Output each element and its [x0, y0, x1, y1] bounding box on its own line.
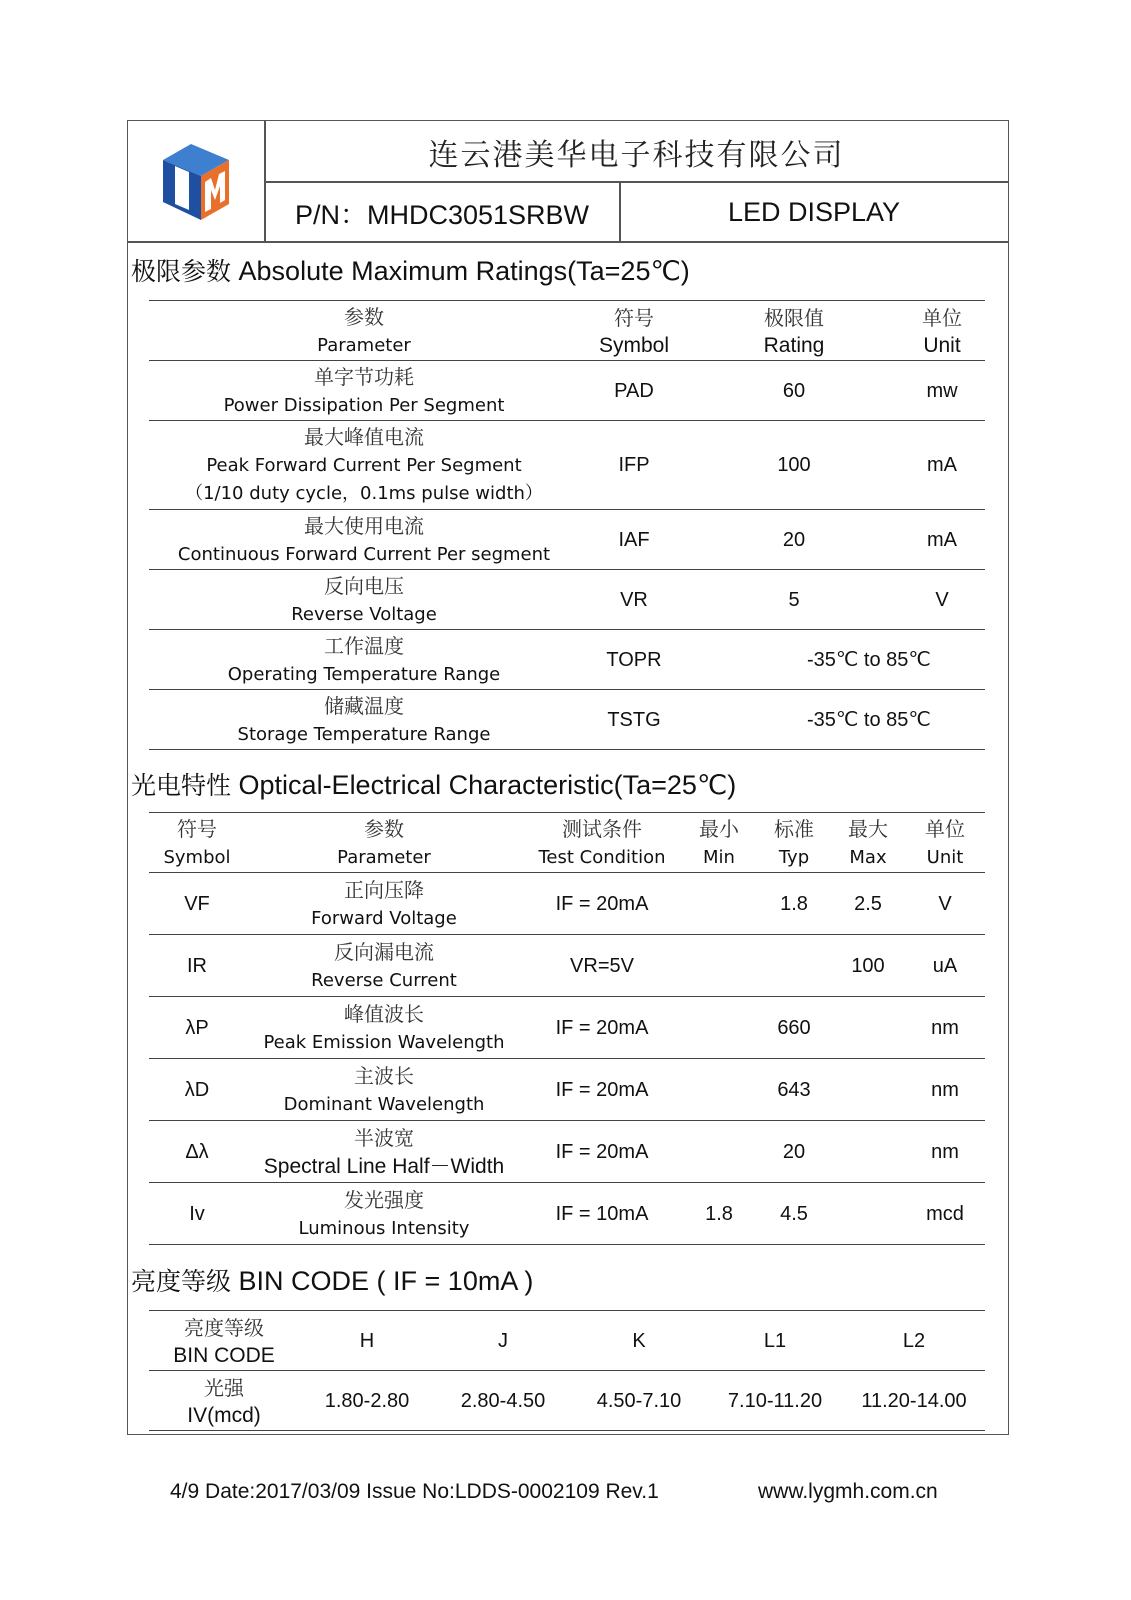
table-row [149, 570, 985, 630]
footer-issue-info: 4/9 Date:2017/03/09 Issue No:LDDS-0002109 Rev.1 [170, 1480, 659, 1503]
parameter-cell [245, 997, 523, 1059]
cell-text: Peak Emission Wavelength [263, 1031, 505, 1053]
typ-cell: 643 [757, 1059, 831, 1121]
symbol-cell: IFP [579, 421, 689, 510]
table-header-row [149, 813, 985, 873]
symbol-cell: λP [149, 997, 245, 1059]
symbol-cell: VR [579, 570, 689, 630]
rating-cell: 5 [689, 570, 899, 630]
symbol-cell: VF [149, 873, 245, 935]
condition-cell: IF = 20mA [523, 1121, 681, 1183]
part-number: P/N：MHDC3051SRBW [294, 199, 590, 230]
column-header [149, 813, 245, 873]
cell-text: 反向电压 [324, 573, 404, 598]
table-row [149, 997, 985, 1059]
parameter-cell [149, 690, 579, 750]
bin-range-cell: 7.10-11.20 [707, 1371, 843, 1431]
table-row [149, 1311, 985, 1371]
cell-text: 工作温度 [324, 633, 404, 658]
company-name: 连云港美华电子科技有限公司 [428, 138, 845, 173]
min-cell: 1.8 [681, 1183, 757, 1245]
cell-text: 正向压降 [344, 877, 424, 902]
unit-cell: V [899, 570, 985, 630]
parameter-cell [245, 1059, 523, 1121]
cell-text: Dominant Wavelength [283, 1093, 485, 1115]
bin-code-cell: H [299, 1311, 435, 1371]
cell-text: Luminous Intensity [298, 1217, 470, 1239]
cell-text: 亮度等级 [184, 1315, 264, 1340]
min-cell [681, 1121, 757, 1183]
bin-code-cell: K [571, 1311, 707, 1371]
parameter-cell [245, 935, 523, 997]
unit-cell: mw [899, 361, 985, 421]
cell-text: 测试条件 [562, 816, 642, 841]
unit-cell: mA [899, 421, 985, 510]
cell-text: Rating [763, 333, 825, 357]
bin-code-cell: J [435, 1311, 571, 1371]
column-header [579, 301, 689, 361]
rating-cell: 60 [689, 361, 899, 421]
bin-range-cell: 1.80-2.80 [299, 1371, 435, 1431]
cell-text: 反向漏电流 [334, 939, 434, 964]
cell-text: 参数 [344, 304, 384, 329]
bin-range-cell: 11.20-14.00 [843, 1371, 985, 1431]
parameter-cell [149, 510, 579, 570]
bin-range-cell: 2.80-4.50 [435, 1371, 571, 1431]
cell-text: 半波宽 [354, 1125, 414, 1150]
table-row [149, 1121, 985, 1183]
optical-title-cn: 光电特性 [131, 771, 232, 800]
column-header [905, 813, 985, 873]
product-type: LED DISPLAY [727, 196, 901, 227]
cell-text: Power Dissipation Per Segment [223, 394, 505, 416]
condition-cell: IF = 20mA [523, 997, 681, 1059]
row-header [149, 1371, 299, 1431]
min-cell [681, 873, 757, 935]
table-row [149, 873, 985, 935]
footer-website: www.lygmh.com.cn [758, 1480, 938, 1503]
column-header [245, 813, 523, 873]
condition-cell: IF = 20mA [523, 1059, 681, 1121]
cell-text: Symbol [598, 333, 670, 357]
cell-text: （1/10 duty cycle，0.1ms pulse width） [185, 483, 543, 504]
cell-text: 最大使用电流 [304, 513, 424, 538]
header-divider [127, 241, 1009, 243]
cell-text: BIN CODE [173, 1343, 275, 1367]
table-header-row [149, 301, 985, 361]
parameter-cell [245, 873, 523, 935]
bin-range-cell: 4.50-7.10 [571, 1371, 707, 1431]
cell-text: 单字节功耗 [314, 364, 414, 389]
unit-cell: nm [905, 997, 985, 1059]
max-cell: 2.5 [831, 873, 905, 935]
typ-cell [757, 935, 831, 997]
table-row [149, 510, 985, 570]
cell-text: Reverse Current [311, 969, 457, 991]
company-logo-icon [155, 138, 235, 223]
cell-text: 储藏温度 [324, 693, 404, 718]
cell-text: 符号 [614, 305, 654, 330]
cell-text: 最大 [848, 816, 888, 841]
cell-text: 峰值波长 [344, 1001, 424, 1026]
cell-text: 标准 [774, 816, 814, 841]
optical-title [131, 766, 736, 802]
max-cell [831, 1059, 905, 1121]
parameter-cell [149, 421, 579, 510]
max-cell [831, 1121, 905, 1183]
condition-cell: IF = 10mA [523, 1183, 681, 1245]
cell-text: Spectral Line Half－Width [263, 1154, 505, 1178]
min-cell [681, 1059, 757, 1121]
unit-cell: nm [905, 1121, 985, 1183]
unit-cell: mA [899, 510, 985, 570]
bin-code-cell: L2 [843, 1311, 985, 1371]
header-divider [264, 181, 1009, 183]
max-cell: 100 [831, 935, 905, 997]
row-header [149, 1311, 299, 1371]
cell-text: 参数 [364, 816, 404, 841]
table-row [149, 935, 985, 997]
column-header [149, 301, 579, 361]
cell-text: Operating Temperature Range [227, 663, 501, 685]
symbol-cell: IAF [579, 510, 689, 570]
cell-text: 最大峰值电流 [304, 425, 424, 449]
typ-cell: 1.8 [757, 873, 831, 935]
parameter-cell [149, 630, 579, 690]
condition-cell: VR=5V [523, 935, 681, 997]
parameter-cell [149, 570, 579, 630]
cell-text: 最小 [699, 816, 739, 841]
unit-cell: mcd [905, 1183, 985, 1245]
symbol-cell: PAD [579, 361, 689, 421]
cell-text: Symbol [163, 846, 231, 868]
column-header [831, 813, 905, 873]
parameter-cell [245, 1121, 523, 1183]
cell-text: Unit [923, 333, 961, 357]
bin-code-cell: L1 [707, 1311, 843, 1371]
ratings-title-cn: 极限参数 [131, 257, 232, 286]
optical-table [149, 812, 985, 1245]
cell-text: 发光强度 [344, 1187, 424, 1212]
optical-title-en: Optical-Electrical Characteristic(Ta=25℃) [238, 770, 737, 800]
column-header [757, 813, 831, 873]
ratings-table [149, 300, 985, 750]
symbol-cell: TSTG [579, 690, 689, 750]
rating-cell: 100 [689, 421, 899, 510]
rating-cell: 20 [689, 510, 899, 570]
unit-cell: V [905, 873, 985, 935]
min-cell [681, 935, 757, 997]
cell-text: 光强 [204, 1375, 244, 1400]
unit-cell: uA [905, 935, 985, 997]
typ-cell: 20 [757, 1121, 831, 1183]
cell-text: Min [703, 846, 735, 868]
ratings-title-en: Absolute Maximum Ratings(Ta=25℃) [238, 256, 690, 286]
column-header [899, 301, 985, 361]
cell-text: Test Condition [538, 846, 666, 868]
cell-text: 单位 [925, 816, 965, 841]
table-row [149, 690, 985, 750]
cell-text: 单位 [922, 305, 962, 330]
cell-text: Storage Temperature Range [237, 723, 491, 745]
cell-text: Parameter [317, 334, 411, 356]
cell-text: Typ [778, 846, 810, 868]
table-row [149, 421, 985, 510]
cell-text: 符号 [177, 816, 217, 841]
symbol-cell: Iv [149, 1183, 245, 1245]
cell-text: 极限值 [764, 305, 824, 330]
table-row [149, 630, 985, 690]
bin-title-cn: 亮度等级 [131, 1267, 232, 1296]
typ-cell: 4.5 [757, 1183, 831, 1245]
symbol-cell: TOPR [579, 630, 689, 690]
rating-cell: -35℃ to 85℃ [689, 690, 985, 750]
rating-cell: -35℃ to 85℃ [689, 630, 985, 690]
logo-notch [175, 166, 189, 210]
table-row [149, 1059, 985, 1121]
max-cell [831, 1183, 905, 1245]
symbol-cell: Δλ [149, 1121, 245, 1183]
condition-cell: IF = 20mA [523, 873, 681, 935]
cell-text: Max [849, 846, 887, 868]
cell-text: Unit [926, 846, 964, 868]
cell-text: Peak Forward Current Per Segment [206, 455, 522, 476]
symbol-cell: λD [149, 1059, 245, 1121]
unit-cell: nm [905, 1059, 985, 1121]
cell-text: 主波长 [354, 1063, 414, 1088]
table-row [149, 1371, 985, 1431]
table-row [149, 361, 985, 421]
max-cell [831, 997, 905, 1059]
column-header [689, 301, 899, 361]
table-row [149, 1183, 985, 1245]
cell-text: Reverse Voltage [291, 603, 437, 625]
bin-title [131, 1262, 533, 1298]
cell-text: Parameter [337, 846, 431, 868]
bin-table [149, 1310, 985, 1431]
parameter-cell [245, 1183, 523, 1245]
symbol-cell: IR [149, 935, 245, 997]
typ-cell: 660 [757, 997, 831, 1059]
min-cell [681, 997, 757, 1059]
column-header [681, 813, 757, 873]
ratings-title [131, 252, 690, 288]
cell-text: IV(mcd) [187, 1403, 261, 1427]
column-header [523, 813, 681, 873]
cell-text: Continuous Forward Current Per segment [177, 543, 551, 565]
parameter-cell [149, 361, 579, 421]
bin-title-en: BIN CODE ( IF = 10mA ) [238, 1266, 534, 1296]
cell-text: Forward Voltage [311, 907, 457, 929]
